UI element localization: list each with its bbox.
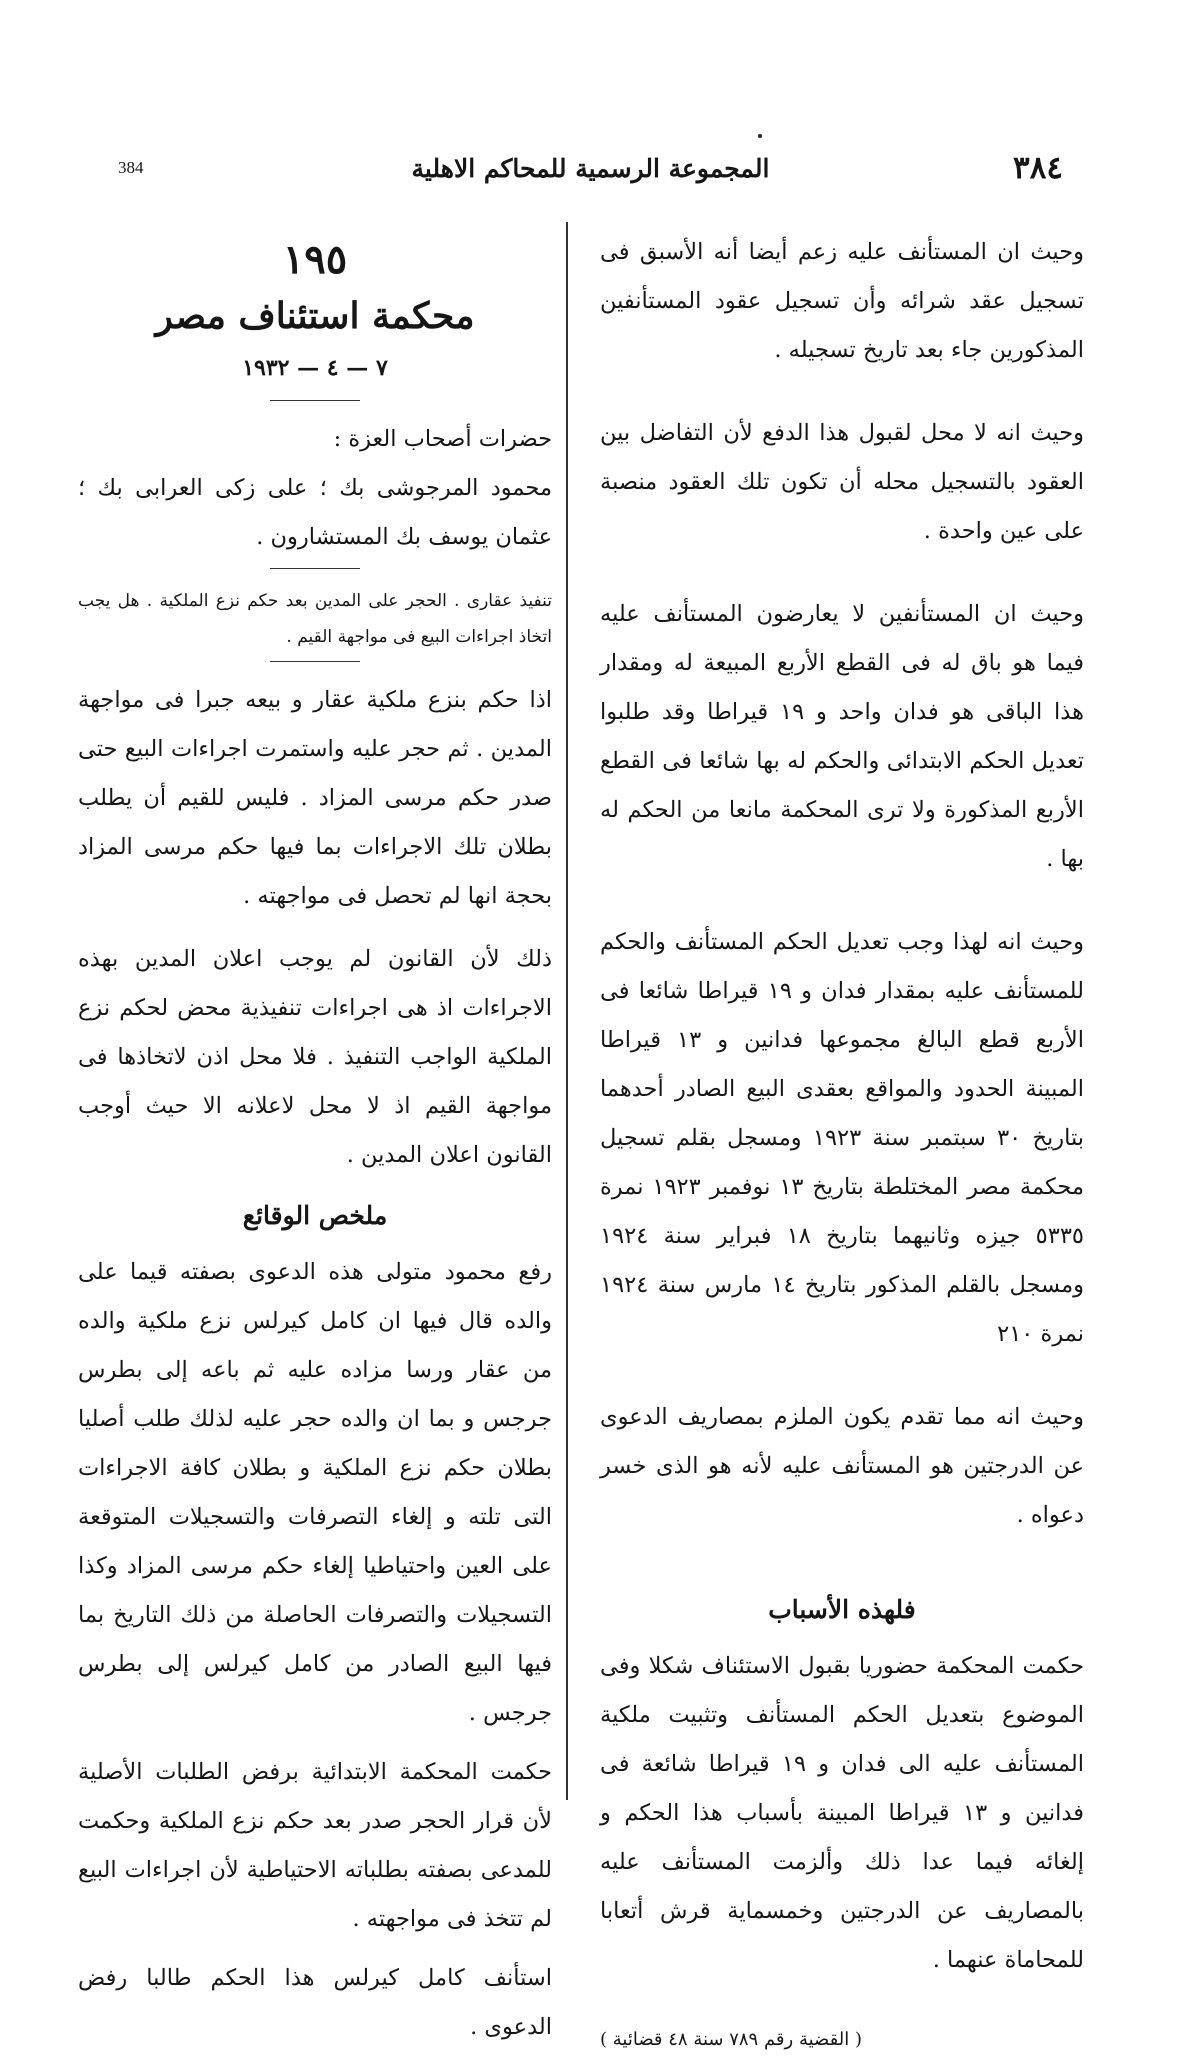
rule: [270, 400, 360, 401]
rule: [270, 568, 360, 569]
paragraph: وحيث ان المستأنف عليه زعم أيضا أنه الأسبق فى تسجيل عقد شرائه وأن تسجيل عقود المستأنفين المذكورين جاء بعد تاريخ تسجيله .: [600, 239, 1084, 363]
paragraph: وحيث انه لا محل لقبول هذا الدفع لأن التفاضل بين العقود بالتسجيل محله أن تكون تلك العقود منصبة على عين واحدة .: [600, 420, 1084, 544]
judges-intro: حضرات أصحاب العزة :: [333, 426, 552, 452]
principle: ذلك لأن القانون لم يوجب اعلان المدين بهذه الاجراءات اذ هى اجراءات تنفيذية محض لحكم نزع الملكية الواجب التنفيذ . فلا محل اذن لاتخاذها فى مواجهة القيم اذ لا محل لاعلانه الا حيث أوجب القانون اعلان المدين .: [78, 946, 552, 1168]
decision-date: ٧ — ٤ — ١٩٣٢: [242, 355, 388, 381]
column-divider: [566, 222, 568, 1800]
case-number: ١٩٥: [282, 236, 348, 283]
rule: [270, 661, 360, 662]
judges-names: محمود المرجوشى بك ؛ على زكى العرابى بك ؛ عثمان يوسف بك المستشارون .: [78, 475, 552, 550]
section-heading-facts: ملخص الوقائع: [242, 1201, 388, 1230]
paragraph: رفع محمود متولى هذه الدعوى بصفته قيما على والده قال فيها ان كامل كيرلس نزع ملكية والده من عقار ورسا مزاده عليه ثم باعه إلى بطرس جرجس و بما ان والده حجر عليه لذلك طلب أصليا بطلان حكم نزع الملكية و بطلان كافة الاجراءات التى تلته و إلغاء التصرفات والتسجيلات المتوقعة على العين واحتياطيا إلغاء حكم مرسى المزاد وكذا التسجيلات والتصرفات الحاصلة من ذلك التاريخ بما فيها البيع الصادر من كامل كيرلس إلى بطرس جرجس .: [78, 1259, 552, 1726]
right-column: [600, 228, 1084, 2064]
left-column: [78, 228, 552, 2052]
keywords: تنفيذ عقارى . الحجر على المدين بعد حكم نزع الملكية . هل يجب اتخاذ اجراءات البيع فى مواجهة القيم .: [78, 591, 552, 647]
court-name: محكمة استئناف مصر: [155, 295, 475, 337]
page-number-arabic: ٣٨٤: [1013, 150, 1063, 186]
judgment-text: حكمت المحكمة حضوريا بقبول الاستئناف شكلا وفى الموضوع بتعديل الحكم المستأنف وتثبيت ملكية المستأنف عليه الى فدان و ١٩ قيراطا شائعة فى فدانين و ١٣ قيراطا المبينة بأسباب هذا الحكم و إلغائه فيما عدا ذلك وألزمت المستأنف عليه بالمصاريف عن الدرجتين وخمسماية قرش أتعابا للمحاماة عنهما .: [600, 1653, 1084, 1973]
paragraph: حكمت المحكمة الابتدائية برفض الطلبات الأصلية لأن قرار الحجر صدر بعد حكم نزع الملكية وحكمت للمدعى بصفته بطلباته الاحتياطية لأن اجراءات البيع لم تتخذ فى مواجهته .: [78, 1759, 552, 1932]
paragraph: وحيث ان المستأنفين لا يعارضون المستأنف عليه فيما هو باق له فى القطع الأربع المبيعة له ومقدار هذا الباقى هو فدان واحد و ١٩ قيراطا وقد طلبوا تعديل الحكم الابتدائى والحكم له بها شائعا فى القطع الأربع المذكورة ولا ترى المحكمة مانعا من الحكم له بها .: [600, 601, 1084, 872]
principle: اذا حكم بنزع ملكية عقار و بيعه جبرا فى مواجهة المدين . ثم حجر عليه واستمرت اجراءات البيع حتى صدر حكم مرسى المزاد . فليس للقيم أن يطلب بطلان تلك الاجراءات بما فيها حكم مرسى المزاد بحجة انها لم تحصل فى مواجهته .: [78, 687, 552, 909]
page-number-latin: 384: [118, 158, 144, 177]
paragraph: استأنف كامل كيرلس هذا الحكم طالبا رفض الدعوى .: [78, 1965, 552, 2040]
case-reference: ( القضية رقم ٧٨٩ سنة ٤٨ قضائية ): [600, 2029, 862, 2050]
section-heading-reasons: فلهذه الأسباب: [768, 1595, 916, 1624]
page-header: [118, 150, 1063, 206]
paragraph: وحيث انه لهذا وجب تعديل الحكم المستأنف والحكم للمستأنف عليه بمقدار فدان و ١٩ قيراطا شائعا فى الأربع قطع البالغ مجموعها فدانين و ١٣ قيراطا المبينة الحدود والمواقع بعقدى البيع الصادر أحدهما بتاريخ ٣٠ سبتمبر سنة ١٩٢٣ ومسجل بقلم تسجيل محكمة مصر المختلطة بتاريخ ١٣ نوفمبر ١٩٢٣ نمرة ٥٣٣٥ جيزه وثانيهما بتاريخ ١٨ فبراير سنة ١٩٢٤ ومسجل بالقلم المذكور بتاريخ ١٤ مارس سنة ١٩٢٤ نمرة ٢١٠: [600, 929, 1085, 1347]
ink-dot: [758, 134, 762, 138]
paragraph: وحيث انه مما تقدم يكون الملزم بمصاريف الدعوى عن الدرجتين هو المستأنف عليه لأنه هو الذى خسر دعواه .: [600, 1404, 1084, 1528]
running-title: المجموعة الرسمية للمحاكم الاهلية: [411, 154, 770, 183]
